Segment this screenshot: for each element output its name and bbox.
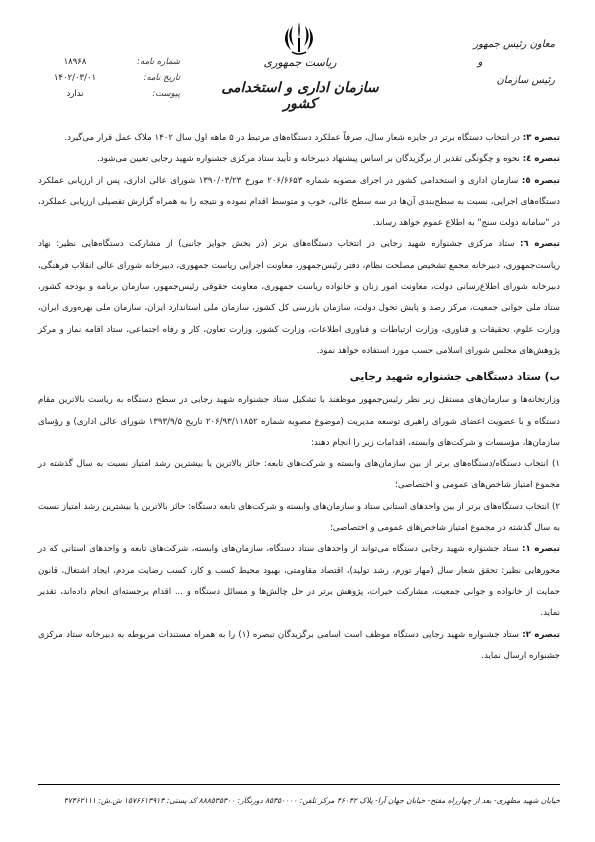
section-b-item-2: ۲) انتخاب دستگاه‌های برتر از بین واحدهای استانی ستاد و سازمان‌های وابسته و شرکت‌های تابعه دستگاه: حائز بالاترین یا بیشترین رشد امتیاز نسبت به سال گذشته در مجموع امتیاز شاخص‌های عمومی و اختصاصی؛	[38, 501, 560, 534]
note-5-label: تبصره ٥:	[521, 175, 560, 186]
signatory-block	[445, 36, 555, 90]
letter-number-label: شماره نامه:	[137, 57, 180, 67]
section-b-intro: وزارتخانه‌ها و سازمان‌های مستقل زیر نظر رئیس‌جمهور موظفند با تشکیل ستاد جشنواره شهید رجایی در سطح دستگاه به ریاست بالاترین مقام دستگاه و با عضویت اعضای شورای راهبری توسعه مدیریت (موضوع مصوبه شماره ۲۰۶/۹۳/۱۱۸۵۲ تاریخ ۱۳۹۳/۹/۵ شورای عالی اداری) و رؤسای سازمان‌ها، مؤسسات و شرکت‌های وابسته، اقدامات زیر را انجام دهند:	[38, 395, 560, 448]
letter-body	[38, 128, 560, 667]
attachment-row	[40, 86, 180, 102]
letter-meta	[40, 54, 180, 102]
section-b-note-1	[38, 539, 560, 624]
note-4-text: نحوه و چگونگی تقدیر از برگزیدگان بر اساس پیشنهاد دبیرخانه و تأیید ستاد مرکزی جشنواره شهید رجایی تعیین می‌شود.	[97, 154, 523, 165]
note-6	[38, 234, 560, 362]
letter-date: ۱۴۰۲/۰۳/۰۱	[53, 73, 97, 83]
note-4-label: تبصره ٤:	[522, 154, 560, 165]
section-b-note-1-text: ستاد جشنواره شهید رجایی دستگاه می‌تواند از واحدهای ستاد دستگاه، سازمان‌های وابسته، شرکت‌های تابعه و واحدهای استانی که در محورهایی نظیر: تحقق شعار سال (مهار تورم، رشد تولید)، اقتصاد مقاومتی، بهبود محیط کسب و کار، کسب رضایت مردم، ایجاد اشتغال، قانون حمایت از خانواده و جوانی جمعیت، مشارکت خیرات، پژوهش برتر در حل چالش‌ها و مسائل دستگاه و ... اقدام برجسته‌ای انجام داده‌اند، تقدیر نماید.	[38, 544, 560, 619]
presidency-title: ریاست جمهوری	[263, 56, 337, 69]
section-b-note-2-label: تبصره ۲:	[522, 629, 560, 640]
note-4	[38, 149, 560, 170]
iran-emblem-icon	[282, 18, 316, 58]
attachment-value: ندارد	[66, 89, 84, 99]
note-3-label: تبصره ۳:	[522, 133, 560, 143]
note-3	[38, 128, 560, 149]
footer-divider	[38, 784, 560, 785]
note-6-label: تبصره ٦:	[519, 239, 561, 250]
signatory-title: معاون رئیس جمهور	[473, 39, 555, 50]
section-b-note-2	[38, 625, 560, 668]
organization-title: سازمان اداری و استخدامی کشور	[221, 80, 379, 112]
letter-number: ۱۸۹۶۸	[63, 57, 87, 67]
section-b-item-1: ۱) انتخاب دستگاه/دستگاه‌های برتر از بین سازمان‌های وابسته و شرکت‌های تابعه: حائز بالاترین یا بیشترین رشد امتیاز نسبت به سال گذشته در مجموع امتیاز شاخص‌های عمومی و اختصاصی؛	[38, 459, 560, 491]
footer-address: خیابان شهید مطهری- بعد از چهارراه مفتح- خیابان جهان آرا- پلاک ۴۶۰۴۲ مرکز تلفن: ۸۵۳۵۰۰۰۰ دورنگار: ۸۸۸۵۳۵۳۰۰ کد پستی: ۱۵۷۶۶۱۳۹۱۳ ش.ش: ۴۷۴۶۲۱۱۱	[63, 796, 560, 805]
signatory-role: رئیس سازمان	[496, 75, 555, 86]
signatory-conjunction: و	[477, 57, 483, 68]
letter-date-row	[40, 70, 180, 86]
note-6-text: ستاد مرکزی جشنواره شهید رجایی در انتخاب دستگاه‌های برتر (در بخش جوایز جانبی) از مشارکت دستگاه‌هایی نظیر: نهاد ریاست‌جمهوری، دبیرخانه مجمع تشخیص مصلحت نظام، دفتر رئیس‌جمهور، معاونت اجرایی ریاست جمهوری، دبیرخانه شورای عالی انقلاب فرهنگی، دبیرخانه شورای اطلاع‌رسانی دولت، معاونت امور زنان و خانواده ریاست جمهوری، معاونت حقوقی رئیس‌جمهور، سازمان برنامه و بودجه کشور، ستاد ملی جوانی جمعیت، مرکز رصد و پایش تحول دولت، سازمان بازرسی کل کشور، سازمان ملی استاندارد ایران، سازمان ملی بهره‌وری ایران، وزارت علوم، تحقیقات و فناوری، وزارت ارتباطات و فناوری اطلاعات، وزارت کشور، وزارت تعاون، کار و رفاه اجتماعی، ستاد اقامه نماز و مرکز پژوهش‌های مجلس شورای اسلامی حسب مورد استفاده خواهد نمود.	[38, 239, 560, 356]
section-b-heading: ب) ستاد دستگاهی جشنواره شهید رجایی	[349, 371, 560, 384]
letter-date-label: تاریخ نامه:	[143, 73, 180, 83]
attachment-label: پیوست:	[152, 89, 180, 99]
note-5-text: سازمان اداری و استخدامی کشور در اجرای مصوبه شماره ۲۰۶/۶۶۵۳ مورخ ۱۳۹۰/۰۳/۲۳ شورای عالی اداری، پس از ارزیابی عملکرد دستگاه‌های اجرایی، نسبت به سطح‌بندی آن‌ها در سه سطح عالی، خوب و متوسط اقدام نموده و نتیجه را به همراه گزارش تفصیلی ارزیابی عملکرد، در "سامانه دولت سنج" به اطلاع عموم خواهد رساند.	[38, 175, 560, 229]
note-5	[38, 171, 560, 235]
note-3-text: در انتخاب دستگاه برتر در جایزه شعار سال، صرفاً عملکرد دستگاه‌های مرتبط در ۵ ماهه اول سال ۱۴۰۲ ملاک عمل قرار می‌گیرد.	[64, 133, 523, 143]
section-b-note-2-text: ستاد جشنواره شهید رجایی دستگاه موظف است اسامی برگزیدگان تبصره (۱) را به همراه مستندات مربوطه به دبیرخانه ستاد مرکزی جشنواره ارسال نماید.	[38, 629, 560, 661]
section-b-note-1-label: تبصره ۱:	[522, 544, 560, 555]
letter-number-row	[40, 54, 180, 70]
